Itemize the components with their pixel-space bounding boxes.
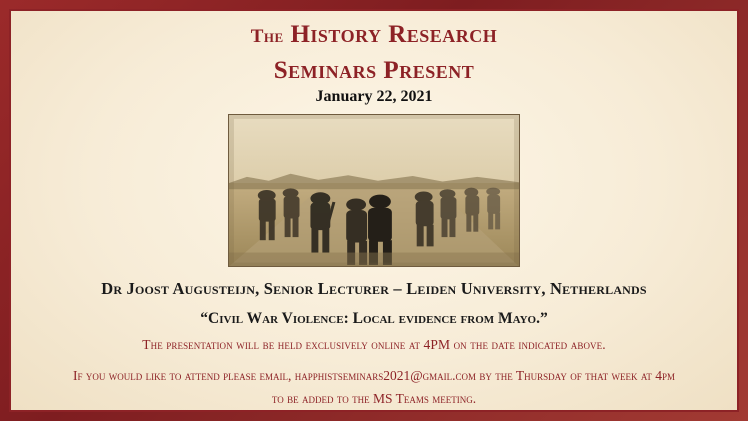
page-title (251, 21, 498, 49)
historical-photo (228, 114, 520, 267)
online-note: The presentation will be held exclusively online at 4PM on the date indicated above. (142, 337, 606, 353)
page-subtitle: Seminars Present (273, 56, 475, 84)
speaker-line: Dr Joost Augusteijn, Senior Lecturer – Leiden University, Netherlands (101, 279, 647, 299)
email-note (73, 365, 675, 410)
talk-title: “Civil War Violence: Local evidence from Mayo.” (200, 310, 548, 328)
email-note-line-2: to be added to the MS Teams meeting. (271, 390, 477, 406)
email-note-line-1: If you would like to attend please email, happhistseminars2021@gmail.com by the Thursday of that week at 4pm (73, 368, 675, 384)
title-lead-word: The (250, 26, 284, 47)
poster-body (9, 9, 739, 412)
title-main-words: History Research (290, 21, 498, 48)
photo-illustration (229, 115, 519, 266)
event-date: January 22, 2021 (315, 88, 433, 105)
